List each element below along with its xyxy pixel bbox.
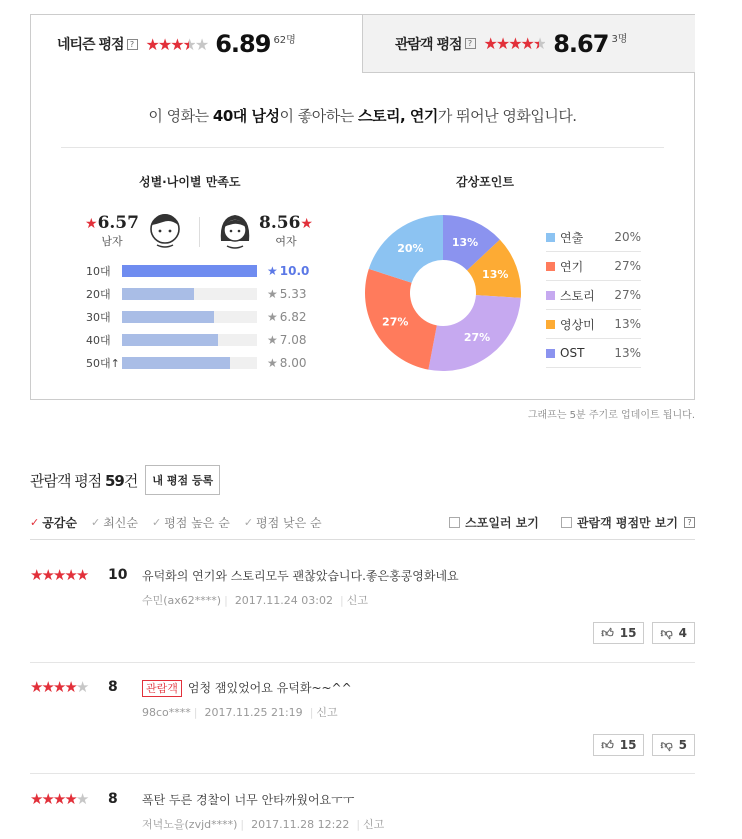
star-icon: ★ [267, 264, 278, 278]
pie-slice-label: 27% [382, 315, 409, 329]
review-list-title [30, 470, 137, 491]
star-icon: ★ [194, 34, 208, 54]
legend-percent: 13% [614, 346, 641, 360]
update-note: 그래프는 5분 주기로 업데이트 됩니다. [527, 410, 695, 421]
sort-option[interactable] [30, 514, 77, 531]
vote-buttons [585, 734, 695, 756]
sort-label: 최신순 [103, 516, 138, 530]
female-rating [217, 211, 313, 251]
check-icon: ✓ [152, 516, 162, 529]
help-icon[interactable]: ? [465, 38, 476, 49]
age-row [86, 286, 306, 302]
points-pie-chart [365, 215, 525, 375]
star-icon: ★ [157, 34, 171, 54]
review-user[interactable]: 98co**** [142, 706, 191, 719]
star-icon: ★ [52, 790, 65, 808]
age-bar-fill [122, 334, 218, 346]
review-body: 폭탄 두른 경찰이 너무 안타까웠어요ㅜㅜ [142, 793, 355, 807]
age-label: 50대↑ [86, 357, 120, 370]
legend-swatch [546, 291, 555, 300]
star-icon: ★ [30, 790, 42, 808]
age-value: 5.33 [279, 287, 307, 301]
vote-buttons [585, 622, 695, 644]
half-star-icon: ★ [532, 34, 546, 53]
thumbs-up-icon: 👍︎ [601, 737, 614, 752]
sort-label: 평점 높은 순 [164, 516, 230, 530]
age-bar [122, 265, 257, 277]
legend-item [546, 281, 641, 310]
legend-percent: 27% [614, 259, 641, 273]
male-avatar-icon [147, 211, 183, 251]
rating-summary-box [30, 14, 695, 400]
legend-swatch [546, 262, 555, 271]
age-bar [122, 311, 257, 323]
legend-item [546, 223, 641, 252]
half-star-icon: ★ [182, 34, 195, 54]
dislike-count: 5 [678, 738, 687, 752]
star-icon: ★ [41, 678, 53, 696]
review-score: 10 [108, 567, 128, 583]
review-date: 2017.11.24 03:02 [234, 594, 333, 607]
divider [61, 147, 664, 148]
legend-swatch [546, 233, 555, 242]
help-icon[interactable]: ? [127, 39, 138, 50]
legend-percent: 27% [614, 288, 641, 302]
legend-label: 연기 [560, 259, 584, 274]
pie-slice-label: 13% [451, 236, 479, 250]
legend-item [546, 252, 641, 281]
points-title: 감상포인트 [456, 175, 514, 189]
star-icon: ★ [483, 34, 496, 53]
viewer-badge: 관람객 [142, 680, 182, 697]
sort-options [30, 514, 336, 531]
viewer-rating-label: 관람객 평점 [395, 36, 462, 53]
check-icon: ✓ [30, 516, 40, 529]
summary-text: 가 뛰어난 영화입니다. [437, 107, 577, 125]
legend-label: 스토리 [560, 288, 595, 303]
pie-slice-label: 27% [463, 330, 491, 344]
age-bar [122, 334, 257, 346]
legend-percent: 13% [614, 317, 641, 331]
report-link[interactable]: 신고 [363, 818, 385, 831]
netizen-stars [146, 35, 208, 54]
review-body: 엄청 잼있었어요 유덕화~~^^ [187, 681, 352, 695]
star-icon: ★ [75, 566, 88, 584]
age-value: 7.08 [279, 333, 307, 347]
age-label: 40대 [86, 334, 111, 347]
dislike-count: 4 [678, 626, 687, 640]
viewer-count: 3명 [611, 34, 628, 45]
star-icon: ★ [52, 566, 65, 584]
report-link[interactable]: 신고 [316, 706, 338, 719]
review-meta [142, 704, 338, 720]
review-date: 2017.11.25 21:19 [204, 706, 303, 719]
star-icon: ★ [495, 34, 509, 53]
age-score [267, 287, 306, 301]
age-value: 10.0 [279, 264, 310, 278]
review-stars [30, 790, 87, 808]
age-row [86, 332, 306, 348]
summary-text: 이 영화는 [148, 107, 213, 125]
age-label: 20대 [86, 288, 111, 301]
sort-label: 평점 낮은 순 [256, 516, 322, 530]
star-icon: ★ [508, 34, 521, 53]
legend-label: 영상미 [560, 317, 595, 332]
check-icon: ✓ [243, 516, 254, 529]
legend-percent: 20% [614, 230, 641, 244]
summary-points: 스토리, 연기 [357, 107, 438, 125]
review-score: 8 [108, 791, 118, 807]
legend-item [546, 310, 641, 339]
review-score: 8 [108, 679, 118, 695]
star-icon: ★ [75, 790, 88, 808]
separator: | [193, 706, 198, 719]
spoiler-checkbox[interactable] [449, 517, 460, 528]
dislike-button[interactable] [652, 734, 695, 756]
viewer-only-filter[interactable] [561, 514, 678, 531]
review-meta [142, 816, 384, 832]
star-icon: ★ [52, 678, 65, 696]
legend-item [546, 339, 641, 368]
summary-text: 이 좋아하는 [279, 107, 358, 125]
spoiler-label: 스포일러 보기 [465, 516, 539, 530]
help-icon[interactable]: ? [684, 517, 695, 528]
tab-netizen-rating[interactable] [31, 15, 362, 73]
gender-age-title: 성별·나이별 만족도 [139, 175, 241, 189]
female-label: 여자 [275, 235, 297, 248]
dislike-button[interactable] [652, 622, 695, 644]
age-bar-fill [122, 265, 257, 277]
review-user[interactable]: 저녁노을(zvjd****) [142, 818, 238, 831]
review-divider [30, 773, 695, 774]
review-stars [30, 678, 87, 696]
separator: | [356, 818, 361, 831]
sort-option[interactable] [152, 514, 230, 531]
gender-divider [199, 217, 200, 247]
star-icon: ★ [41, 790, 53, 808]
female-avatar-icon [217, 211, 253, 251]
age-score [267, 333, 306, 347]
age-value: 8.00 [279, 356, 307, 370]
age-value: 6.82 [279, 310, 307, 324]
like-count: 15 [619, 738, 637, 752]
star-icon: ★ [267, 310, 278, 324]
viewer-stars [484, 34, 546, 53]
star-icon: ★ [64, 790, 76, 808]
review-meta [142, 592, 368, 608]
review-body: 유덕화의 연기와 스토리모두 괜찮았습니다.좋은홍콩영화네요 [142, 569, 459, 583]
star-icon: ★ [41, 566, 53, 584]
thumbs-down-icon: 👎︎ [660, 625, 673, 640]
star-icon: ★ [75, 678, 88, 696]
review-stars [30, 566, 87, 584]
review-date: 2017.11.28 12:22 [251, 818, 350, 831]
viewer-only-checkbox[interactable] [561, 517, 572, 528]
star-icon: ★ [85, 216, 98, 232]
male-rating [85, 211, 183, 251]
check-icon: ✓ [91, 516, 101, 529]
review-user[interactable]: 수민(ax62****) [142, 594, 222, 607]
age-bar [122, 288, 257, 300]
thumbs-up-icon: 👍︎ [601, 625, 614, 640]
legend-label: 연출 [560, 230, 584, 245]
thumbs-down-icon: 👎︎ [660, 737, 673, 752]
star-icon: ★ [267, 333, 278, 347]
register-rating-button[interactable]: 내 평점 등록 [145, 465, 220, 495]
star-icon: ★ [300, 216, 313, 232]
star-icon: ★ [170, 34, 183, 54]
pie-slice-label: 13% [482, 268, 509, 282]
viewer-score: 8.67 [553, 29, 609, 58]
age-bar-fill [122, 288, 194, 300]
tab-viewer-rating[interactable] [362, 15, 695, 73]
like-button[interactable] [593, 622, 644, 644]
age-bar-fill [122, 311, 214, 323]
legend-swatch [546, 349, 555, 358]
age-row [86, 263, 309, 279]
like-count: 15 [619, 626, 637, 640]
separator: | [224, 594, 228, 607]
sort-option[interactable] [244, 514, 322, 531]
spoiler-filter[interactable] [449, 514, 539, 531]
star-icon: ★ [267, 287, 278, 301]
review-list-header [30, 465, 220, 495]
sort-label: 공감순 [42, 516, 77, 530]
review-count-unit: 건 [123, 471, 138, 490]
pie-slice-label: 20% [397, 242, 424, 256]
age-score [267, 310, 306, 324]
list-title-text: 관람객 평점 [30, 471, 102, 490]
sort-option[interactable] [91, 514, 138, 531]
legend-label: OST [560, 346, 585, 360]
legend-swatch [546, 320, 555, 329]
age-bar-fill [122, 357, 230, 369]
age-row [86, 355, 306, 371]
star-icon: ★ [145, 34, 158, 54]
star-icon: ★ [267, 356, 278, 370]
review-count: 59 [105, 471, 124, 490]
review-divider [30, 662, 695, 663]
sort-bar [30, 506, 695, 540]
viewer-only-label: 관람객 평점만 보기 [576, 516, 678, 530]
review-text [142, 567, 459, 584]
age-label: 10대 [86, 265, 111, 278]
netizen-count: 62명 [273, 34, 296, 46]
audience-summary [31, 105, 694, 126]
star-icon: ★ [30, 566, 42, 584]
age-row [86, 309, 306, 325]
separator: | [309, 706, 314, 719]
review-text [142, 791, 354, 808]
star-icon: ★ [64, 566, 76, 584]
age-score [267, 356, 306, 370]
netizen-score: 6.89 [215, 30, 271, 58]
male-label: 남자 [101, 235, 123, 248]
age-score [267, 264, 309, 278]
review-text [142, 679, 352, 696]
like-button[interactable] [593, 734, 644, 756]
star-icon: ★ [30, 678, 42, 696]
star-icon: ★ [520, 34, 533, 53]
age-label: 30대 [86, 311, 111, 324]
separator: | [240, 818, 245, 831]
female-score: 8.56 [259, 213, 301, 233]
report-link[interactable]: 신고 [346, 594, 368, 607]
male-score: 6.57 [97, 213, 139, 233]
age-bar [122, 357, 257, 369]
netizen-rating-label: 네티즌 평점 [57, 37, 124, 53]
separator: | [340, 594, 344, 607]
star-icon: ★ [64, 678, 76, 696]
summary-group: 40대 남성 [212, 107, 280, 125]
